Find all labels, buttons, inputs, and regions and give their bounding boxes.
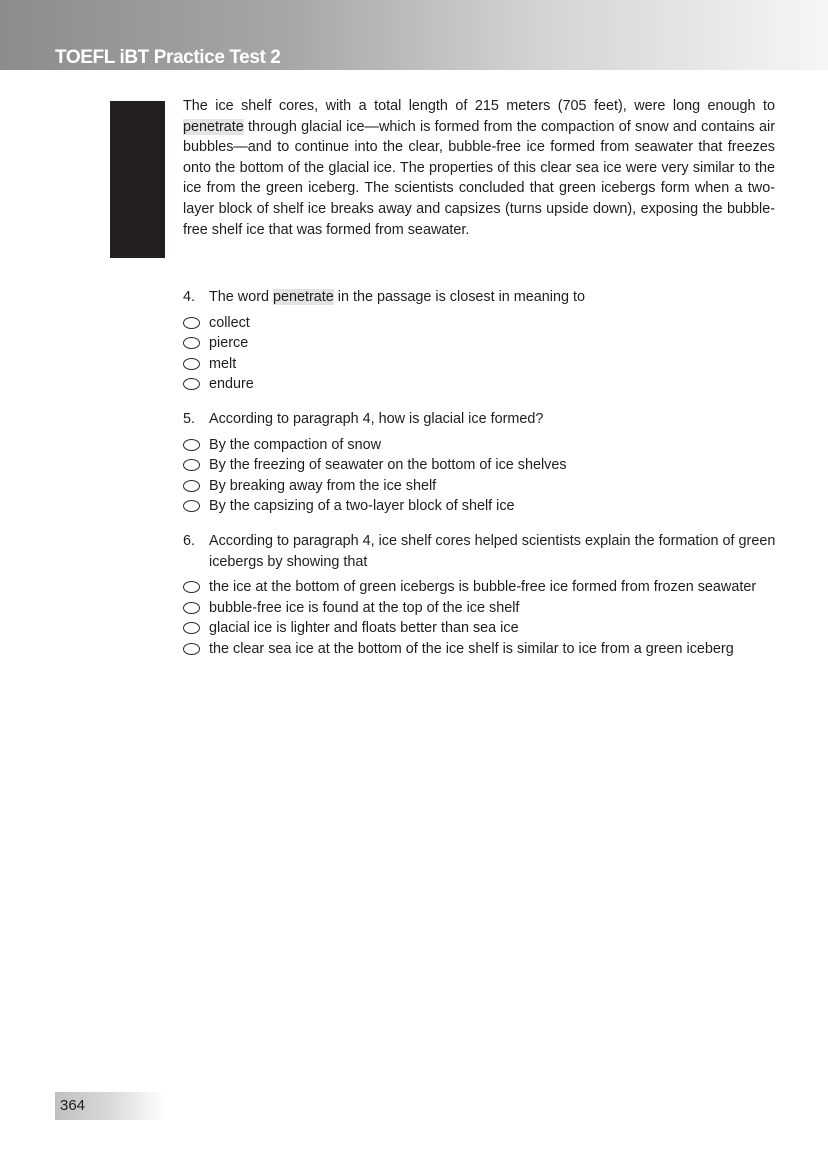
radio-button[interactable] — [183, 337, 200, 349]
paragraph-marker-bar — [110, 101, 165, 258]
answer-option[interactable] — [183, 455, 783, 476]
option-label: the ice at the bottom of green icebergs is bubble-free ice formed from frozen seawater — [209, 579, 757, 596]
radio-button[interactable] — [183, 643, 200, 655]
answer-option[interactable] — [183, 374, 783, 395]
question-number: 4. — [183, 289, 196, 305]
answer-option[interactable] — [183, 598, 783, 619]
answer-option[interactable] — [183, 618, 783, 639]
radio-button[interactable] — [183, 622, 200, 634]
question-5 — [183, 409, 783, 517]
option-label: collect — [209, 314, 250, 331]
radio-button[interactable] — [183, 358, 200, 370]
answer-options — [183, 313, 783, 395]
option-label: pierce — [209, 335, 249, 352]
answer-options — [183, 577, 783, 659]
radio-button[interactable] — [183, 378, 200, 390]
highlighted-word: penetrate — [183, 118, 244, 135]
question-stem — [183, 287, 783, 308]
radio-button[interactable] — [183, 602, 200, 614]
radio-button[interactable] — [183, 459, 200, 471]
radio-button[interactable] — [183, 500, 200, 512]
radio-button[interactable] — [183, 581, 200, 593]
question-text — [209, 287, 783, 308]
passage-text-after: through glacial ice—which is formed from the compaction of snow and contains air bubbles—and to continue into the clear, bubble-free ice formed from seawater that freezes onto the bottom of the glacial ice. The properties of this clear sea ice were very similar to the ice from the green iceberg. The scientists concluded that green icebergs form when a two-layer block of shelf ice breaks away and capsizes (turns upside down), exposing the bubble-free shelf ice that was formed from seawater. — [183, 118, 775, 238]
answer-option[interactable] — [183, 476, 783, 497]
page-number-band — [55, 1092, 165, 1120]
answer-option[interactable] — [183, 435, 783, 456]
question-6 — [183, 531, 783, 660]
question-text-before: The word — [209, 289, 273, 305]
question-4 — [183, 287, 783, 395]
radio-button[interactable] — [183, 480, 200, 492]
question-list — [183, 287, 783, 674]
highlighted-word: penetrate — [273, 289, 334, 305]
answer-option[interactable] — [183, 333, 783, 354]
radio-button[interactable] — [183, 439, 200, 451]
option-label: By the capsizing of a two-layer block of shelf ice — [209, 498, 515, 515]
option-label: By the freezing of seawater on the bottom of ice shelves — [209, 457, 567, 474]
option-label: By the compaction of snow — [209, 436, 381, 453]
radio-button[interactable] — [183, 317, 200, 329]
reading-passage — [183, 96, 775, 240]
question-number: 5. — [183, 410, 196, 427]
option-label: bubble-free ice is found at the top of the ice shelf — [209, 599, 520, 616]
answer-options — [183, 435, 783, 517]
option-label: endure — [209, 376, 254, 393]
question-text: According to paragraph 4, how is glacial ice formed? — [209, 410, 544, 427]
question-text: According to paragraph 4, ice shelf cores helped scientists explain the formation of green icebergs by showing that — [209, 532, 776, 570]
option-label: By breaking away from the ice shelf — [209, 477, 437, 494]
answer-option[interactable] — [183, 313, 783, 334]
question-stem — [183, 409, 783, 430]
option-label: glacial ice is lighter and floats better than sea ice — [209, 620, 519, 637]
question-stem — [183, 531, 783, 572]
answer-option[interactable] — [183, 496, 783, 517]
option-label: melt — [209, 355, 237, 372]
answer-option[interactable] — [183, 577, 783, 598]
page-number: 364 — [60, 1097, 86, 1114]
question-text-after: in the passage is closest in meaning to — [333, 289, 585, 305]
passage-text-before: The ice shelf cores, with a total length of 215 meters (705 feet), were long enough to — [183, 98, 775, 114]
answer-option[interactable] — [183, 639, 783, 660]
question-number: 6. — [183, 532, 196, 549]
page-header-title: TOEFL iBT Practice Test 2 — [55, 47, 281, 68]
answer-option[interactable] — [183, 354, 783, 375]
option-label: the clear sea ice at the bottom of the ice shelf is similar to ice from a green iceberg — [209, 640, 734, 657]
